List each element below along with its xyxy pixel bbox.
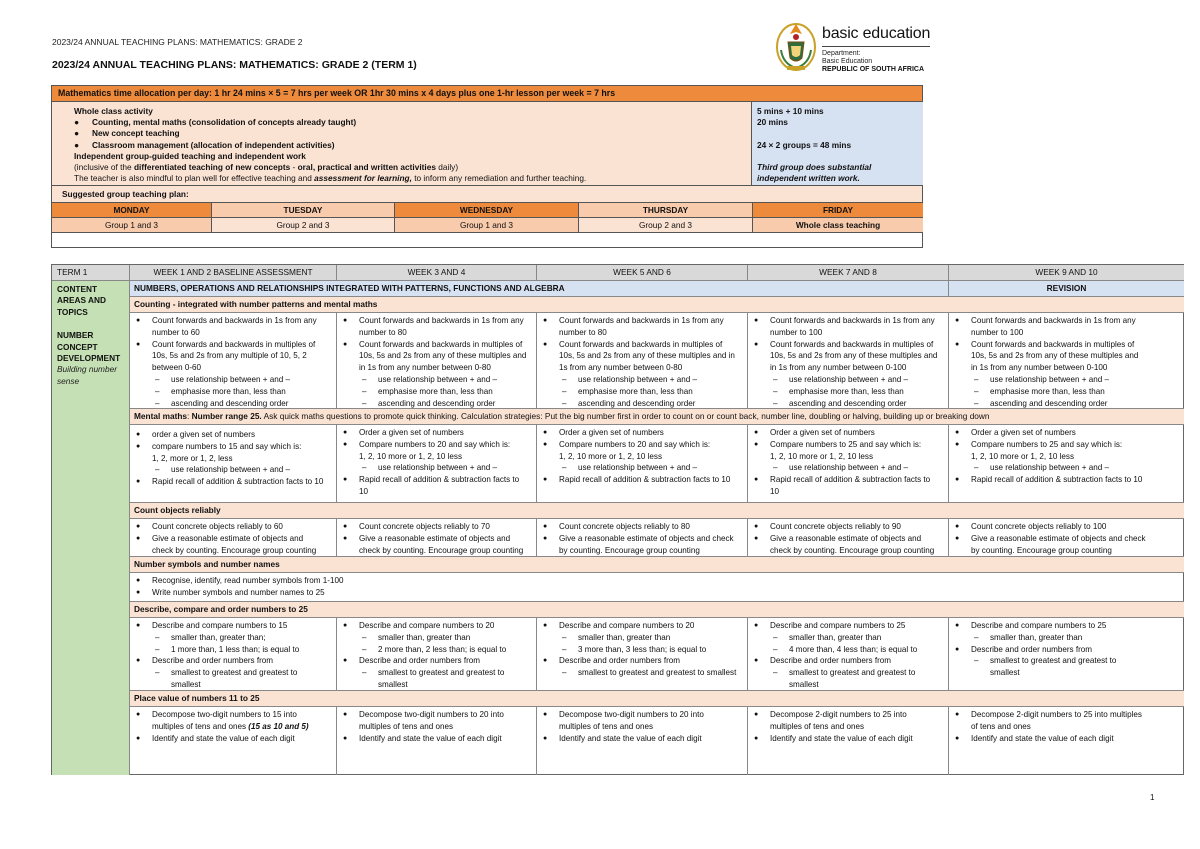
list-item: ● Count concrete objects reliably to 70 — [342, 521, 533, 533]
coat-of-arms-icon — [775, 20, 817, 72]
list-item: ● Rapid recall of addition & subtraction facts to — [753, 474, 945, 486]
allocation-times — [752, 102, 923, 185]
place-week-3-4 — [337, 707, 537, 775]
list-item: ● Describe and compare numbers to 15 — [135, 620, 333, 632]
day-monday: MONDAY — [52, 203, 212, 218]
concrete-week-9-10 — [949, 519, 1184, 557]
list-item: ● Give a reasonable estimate of objects and check — [542, 533, 744, 545]
list-item: ● Count forwards and backwards in multiples of — [342, 339, 533, 351]
list-item: ● Compare numbers to 25 and say which is: — [753, 439, 945, 451]
list-item: ● order a given set of numbers — [135, 429, 333, 441]
sub-item: – smallest to greatest and greatest to — [954, 655, 1181, 667]
describe-week-1-2 — [130, 618, 337, 691]
sub-item: – ascending and descending order — [753, 398, 945, 409]
strand-title: NUMBERS, OPERATIONS AND RELATIONSHIPS INTEGRATED WITH PATTERNS, FUNCTIONS AND ALGEBRA — [130, 281, 949, 297]
list-item: ● Decompose two-digit numbers to 20 into — [542, 709, 744, 721]
list-item: ● Describe and compare numbers to 25 — [753, 620, 945, 632]
sub-item: – use relationship between + and – — [542, 462, 744, 474]
sub-item: – 2 more than, 2 less than; is equal to — [342, 644, 533, 656]
sub-item: – use relationship between + and – — [753, 462, 945, 474]
page-title: 2023/24 ANNUAL TEACHING PLANS: MATHEMATICS: GRADE 2 (TERM 1) — [52, 59, 417, 71]
running-header: 2023/24 ANNUAL TEACHING PLANS: MATHEMATICS: GRADE 2 — [52, 37, 303, 47]
section-number-symbols: Number symbols and number names — [130, 557, 1184, 573]
sub-item: – 4 more than, 4 less than; is equal to — [753, 644, 945, 656]
list-item: ● Give a reasonable estimate of objects and check — [954, 533, 1181, 545]
sub-item: – smaller than, greater than; — [135, 632, 333, 644]
counting-week-7-8 — [748, 313, 949, 409]
sub-item: – emphasise more than, less than — [542, 386, 744, 398]
list-item: ● Identify and state the value of each digit — [135, 733, 333, 745]
time-line: 24 × 2 groups = 48 mins — [757, 139, 852, 150]
sub-item: – smaller than, greater than — [542, 632, 744, 644]
group-thursday: Group 2 and 3 — [579, 218, 753, 233]
list-item: ● Identify and state the value of each digit — [542, 733, 744, 745]
list-item-cont: 1, 2, 10 more or 1, 2, 10 less — [559, 451, 663, 461]
header-week-3-4: WEEK 3 AND 4 — [337, 265, 537, 281]
revision-label: REVISION — [949, 281, 1184, 297]
sub-item: – smaller than, greater than — [954, 632, 1181, 644]
list-item-cont: check by counting. Encourage group counting — [359, 545, 524, 555]
sub-item: – smaller than, greater than — [753, 632, 945, 644]
inclusive-note: (inclusive of the differentiated teaching of new concepts - oral, practical and written activities daily) — [74, 162, 459, 173]
list-item-cont: 10 — [770, 486, 780, 496]
list-item-cont: 10s, 5s and 2s from any of these multiples and in — [559, 351, 735, 361]
list-item: ● Decompose 2-digit numbers to 25 into multiples — [954, 709, 1181, 721]
list-item: ● Compare numbers to 20 and say which is: — [542, 439, 744, 451]
list-item-cont: 10 — [359, 486, 369, 496]
sub-item: – use relationship between + and – — [135, 374, 333, 386]
list-item-cont: 10s, 5s and 2s from any multiple of 10, 5, 2 — [152, 351, 307, 361]
time-line: 20 mins — [757, 117, 788, 128]
list-item: ● Compare numbers to 20 and say which is: — [342, 439, 533, 451]
list-item-cont: 10s, 5s and 2s from any of these multiples and — [971, 351, 1139, 361]
sub-item-cont: smallest — [789, 679, 819, 689]
page-number: 1 — [1150, 793, 1155, 802]
allocation-bullet: ● Counting, mental maths (consolidation of concepts already taught) — [74, 117, 357, 128]
list-item: ● Count concrete objects reliably to 80 — [542, 521, 744, 533]
list-item-cont: of tens and ones — [971, 721, 1031, 731]
list-item-cont: 1, 2, 10 more or 1, 2, 10 less — [971, 451, 1075, 461]
describe-week-3-4 — [337, 618, 537, 691]
sub-item: – smaller than, greater than — [342, 632, 533, 644]
list-item: ● Rapid recall of addition & subtraction facts to — [342, 474, 533, 486]
concrete-week-5-6 — [537, 519, 748, 557]
list-item-cont: 10s, 5s and 2s from any of these multiples and — [770, 351, 938, 361]
group-tuesday: Group 2 and 3 — [212, 218, 395, 233]
section-count-objects: Count objects reliably — [130, 503, 1184, 519]
list-item: ● Rapid recall of addition & subtraction facts to 10 — [954, 474, 1181, 486]
concrete-week-1-2 — [130, 519, 337, 557]
counting-week-3-4 — [337, 313, 537, 409]
header-week-5-6: WEEK 5 AND 6 — [537, 265, 748, 281]
list-item: ● Describe and order numbers from — [753, 655, 945, 667]
list-item: ● compare numbers to 15 and say which is: — [135, 441, 333, 453]
list-item: ● Describe and order numbers from — [542, 655, 744, 667]
sub-item: – use relationship between + and – — [542, 374, 744, 386]
sub-item: – ascending and descending order — [954, 398, 1181, 409]
section-describe-compare: Describe, compare and order numbers to 25 — [130, 602, 1184, 618]
sub-item: – 1 more than, 1 less than; is equal to — [135, 644, 333, 656]
list-item-cont: 1s from any number between 0-80 — [559, 363, 683, 373]
list-item: ● Order a given set of numbers — [542, 427, 744, 439]
mental-week-9-10 — [949, 425, 1184, 503]
counting-week-5-6 — [537, 313, 748, 409]
header-term: TERM 1 — [52, 265, 130, 281]
topic-sub-label: Building number — [57, 364, 117, 375]
sub-item: – emphasise more than, less than — [342, 386, 533, 398]
mental-week-5-6 — [537, 425, 748, 503]
concrete-week-3-4 — [337, 519, 537, 557]
sub-item: – use relationship between + and – — [954, 374, 1181, 386]
sub-item: – use relationship between + and – — [135, 464, 333, 476]
list-item-cont: multiples of tens and ones — [559, 721, 654, 731]
sub-item: – ascending and descending order — [342, 398, 533, 409]
list-item-cont: by counting. Encourage group counting — [559, 545, 700, 555]
concrete-week-7-8 — [748, 519, 949, 557]
topic-label: AREAS AND — [57, 295, 107, 306]
sub-item: – emphasise more than, less than — [753, 386, 945, 398]
list-item: ● Order a given set of numbers — [954, 427, 1181, 439]
dept-name: Basic Education — [822, 58, 873, 66]
list-item: ● Count forwards and backwards in multiples of — [542, 339, 744, 351]
allocation-title: Mathematics time allocation per day: 1 hr 24 mins × 5 = 7 hrs per week OR 1hr 30 mins x 4 days plus one 1-hr lesson per week = 7 hrs — [51, 85, 923, 102]
list-item-cont: check by counting. Encourage group counting — [770, 545, 935, 555]
sub-item: – use relationship between + and – — [753, 374, 945, 386]
list-item-cont: multiples of tens and ones (15 as 10 and 5) — [152, 721, 309, 731]
group-plan-table — [51, 203, 923, 248]
mindful-note: The teacher is also mindful to plan well for effective teaching and assessment for learning, to inform any remediation and further teaching. — [74, 173, 587, 184]
list-item: ● Count concrete objects reliably to 90 — [753, 521, 945, 533]
list-item-cont: number to 100 — [770, 327, 823, 337]
list-item-cont: multiples of tens and ones — [770, 721, 865, 731]
section-mental-maths: Mental maths: Number range 25. Ask quick maths questions to promote quick thinking. Calculation strategies: Put the big number first in order to count on or count back, number line, doubling or halving, building up or breaking down — [130, 409, 1184, 425]
place-week-7-8 — [748, 707, 949, 775]
list-item-cont: between 0-60 — [152, 363, 202, 373]
list-item: ● Describe and compare numbers to 20 — [542, 620, 744, 632]
describe-week-7-8 — [748, 618, 949, 691]
list-item-cont: check by counting. Encourage group counting — [152, 545, 317, 555]
sub-item: – smallest to greatest and greatest to smallest — [542, 667, 744, 679]
list-item-cont: by counting. Encourage group counting — [971, 545, 1112, 555]
list-item: ● Identify and state the value of each digit — [342, 733, 533, 745]
sub-item-cont: smallest — [378, 679, 408, 689]
list-item: ● Give a reasonable estimate of objects and — [135, 533, 333, 545]
list-item-cont: number to 80 — [559, 327, 607, 337]
topic-label: TOPICS — [57, 306, 88, 317]
list-item: ● Describe and order numbers from — [135, 655, 333, 667]
day-thursday: THURSDAY — [579, 203, 753, 218]
list-item: ● Count forwards and backwards in multiples of — [135, 339, 333, 351]
time-line: 5 mins + 10 mins — [757, 106, 824, 116]
list-item: ● Count concrete objects reliably to 100 — [954, 521, 1181, 533]
sub-item: – emphasise more than, less than — [954, 386, 1181, 398]
list-item-cont: in 1s from any number between 0-100 — [971, 363, 1108, 373]
list-item: ● Rapid recall of addition & subtraction facts to 10 — [542, 474, 744, 486]
brand-name: basic education — [822, 25, 931, 42]
sub-item: – use relationship between + and – — [342, 374, 533, 386]
day-friday: FRIDAY — [753, 203, 923, 218]
sub-item: – smallest to greatest and greatest to — [342, 667, 533, 679]
group-monday: Group 1 and 3 — [52, 218, 212, 233]
list-item: ● Describe and order numbers from — [342, 655, 533, 667]
header-week-9-10: WEEK 9 AND 10 — [949, 265, 1184, 281]
list-item: ● Describe and compare numbers to 25 — [954, 620, 1181, 632]
allocation-bullet: ● Classroom management (allocation of independent activities) — [74, 139, 335, 150]
sub-item: – ascending and descending order — [135, 398, 333, 409]
list-item: ● Rapid recall of addition & subtraction facts to 10 — [135, 476, 333, 488]
list-item: ● Identify and state the value of each digit — [954, 733, 1181, 745]
time-note: Third group does substantial — [757, 162, 872, 173]
describe-week-5-6 — [537, 618, 748, 691]
allocation-activities — [52, 102, 752, 185]
list-item: ● Count forwards and backwards in 1s from any — [135, 315, 333, 327]
list-item: ● Count forwards and backwards in 1s from any — [753, 315, 945, 327]
mental-week-3-4 — [337, 425, 537, 503]
topic-column — [52, 281, 130, 775]
sub-item: – emphasise more than, less than — [135, 386, 333, 398]
describe-week-9-10 — [949, 618, 1184, 691]
sub-item-cont: smallest — [171, 679, 201, 689]
place-week-1-2 — [130, 707, 337, 775]
sub-item: – use relationship between + and – — [954, 462, 1181, 474]
topic-label: CONTENT — [57, 284, 98, 294]
list-item: ● Give a reasonable estimate of objects and — [753, 533, 945, 545]
list-item-cont: multiples of tens and ones — [359, 721, 454, 731]
list-item-cont: 1, 2, more or 1, 2, less — [152, 453, 233, 463]
sub-item: – smallest to greatest and greatest to — [753, 667, 945, 679]
group-friday: Whole class teaching — [753, 218, 923, 233]
list-item: ● Count forwards and backwards in 1s from any — [542, 315, 744, 327]
topic-label: DEVELOPMENT — [57, 353, 121, 364]
group-wednesday: Group 1 and 3 — [395, 218, 579, 233]
list-item: ● Decompose two-digit numbers to 20 into — [342, 709, 533, 721]
list-item: ● Count forwards and backwards in multiples of — [753, 339, 945, 351]
sub-item: – smallest to greatest and greatest to — [135, 667, 333, 679]
allocation-bullet: ● New concept teaching — [74, 128, 180, 139]
list-item-cont: 10s, 5s and 2s from any of these multiples and — [359, 351, 527, 361]
suggested-plan-label: Suggested group teaching plan: — [51, 186, 923, 203]
whole-class-heading: Whole class activity — [74, 106, 153, 116]
list-item: ● Describe and compare numbers to 20 — [342, 620, 533, 632]
dept-label: Department: — [822, 50, 861, 57]
list-item: ● Decompose two-digit numbers to 15 into — [135, 709, 333, 721]
list-item-cont: 1, 2, 10 more or 1, 2, 10 less — [359, 451, 463, 461]
mental-week-7-8 — [748, 425, 949, 503]
list-item-cont: number to 80 — [359, 327, 407, 337]
list-item: ● Count forwards and backwards in 1s from any — [342, 315, 533, 327]
sub-item-cont: smallest — [990, 668, 1020, 678]
time-note: independent written work. — [757, 173, 860, 184]
list-item: ● Order a given set of numbers — [753, 427, 945, 439]
place-week-9-10 — [949, 707, 1184, 775]
list-item: ● Describe and order numbers from — [954, 644, 1181, 656]
list-item-cont: in 1s from any number between 0-80 — [359, 363, 491, 373]
sub-item: – use relationship between + and – — [342, 462, 533, 474]
list-item: ● Decompose 2-digit numbers to 25 into — [753, 709, 945, 721]
list-item: ● Count concrete objects reliably to 60 — [135, 521, 333, 533]
teaching-plan-table — [51, 264, 1184, 775]
place-week-5-6 — [537, 707, 748, 775]
symbols-all-weeks — [130, 573, 1184, 602]
topic-sub-label: sense — [57, 375, 80, 386]
header-week-7-8: WEEK 7 AND 8 — [748, 265, 949, 281]
list-item: ● Identify and state the value of each digit — [753, 733, 945, 745]
list-item: ● Recognise, identify, read number symbols from 1-100 — [135, 575, 1181, 587]
country-name: REPUBLIC OF SOUTH AFRICA — [822, 66, 925, 74]
list-item: ● Order a given set of numbers — [342, 427, 533, 439]
list-item: ● Write number symbols and number names to 25 — [135, 587, 1181, 599]
list-item: ● Count forwards and backwards in multiples of — [954, 339, 1181, 351]
counting-week-9-10 — [949, 313, 1184, 409]
list-item-cont: number to 60 — [152, 327, 200, 337]
time-allocation-box — [51, 85, 923, 248]
list-item-cont: in 1s from any number between 0-100 — [770, 363, 907, 373]
counting-week-1-2 — [130, 313, 337, 409]
list-item: ● Compare numbers to 25 and say which is: — [954, 439, 1181, 451]
section-counting: Counting - integrated with number patterns and mental maths — [130, 297, 1184, 313]
list-item-cont: number to 100 — [971, 327, 1024, 337]
topic-label: NUMBER — [57, 330, 94, 341]
topic-label: CONCEPT — [57, 341, 98, 352]
list-item: ● Give a reasonable estimate of objects and — [342, 533, 533, 545]
mental-week-1-2 — [130, 425, 337, 503]
sub-item: – ascending and descending order — [542, 398, 744, 409]
sub-item: – 3 more than, 3 less than; is equal to — [542, 644, 744, 656]
day-tuesday: TUESDAY — [212, 203, 395, 218]
list-item: ● Count forwards and backwards in 1s from any — [954, 315, 1181, 327]
day-wednesday: WEDNESDAY — [395, 203, 579, 218]
dbe-logo — [770, 20, 930, 75]
header-week-1-2: WEEK 1 AND 2 BASELINE ASSESSMENT — [130, 265, 337, 281]
independent-heading: Independent group-guided teaching and independent work — [74, 150, 306, 161]
section-place-value: Place value of numbers 11 to 25 — [130, 691, 1184, 707]
list-item-cont: 1, 2, 10 more or 1, 2, 10 less — [770, 451, 874, 461]
